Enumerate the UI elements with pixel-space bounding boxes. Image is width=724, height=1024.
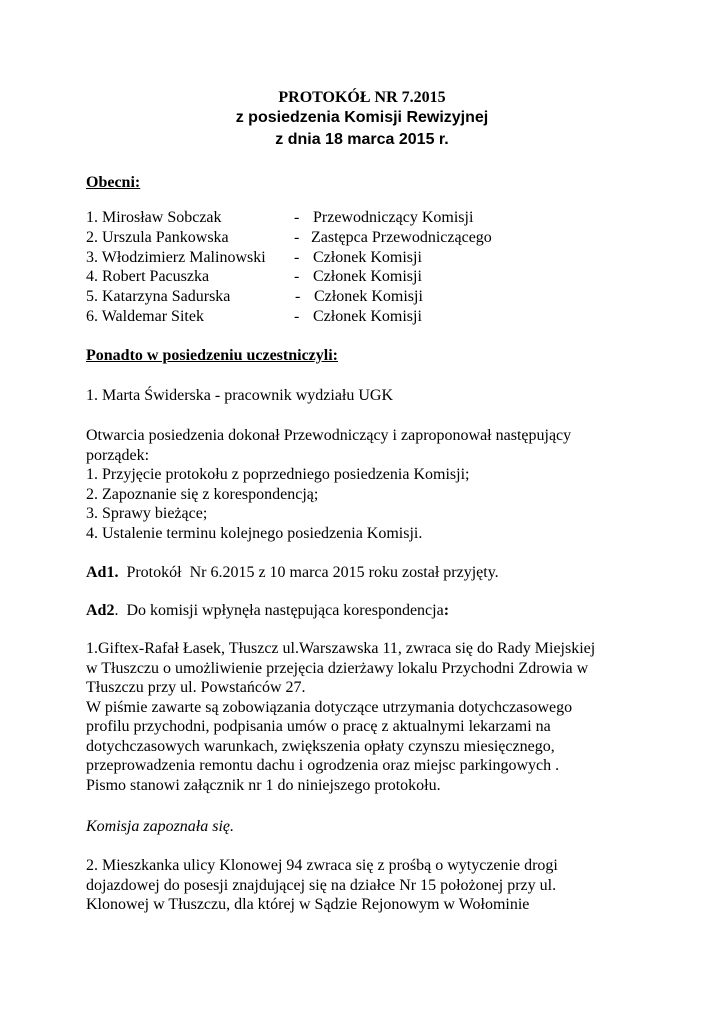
- agenda-item: 3. Sprawy bieżące;: [86, 505, 208, 522]
- text-line: Klonowej w Tłuszczu, dla której w Sądzie Rejonowym w Wołominie: [86, 896, 530, 913]
- member-name: 6. Waldemar Sitek: [86, 308, 204, 325]
- member-name: 3. Włodzimierz Malinowski: [86, 249, 266, 266]
- member-role: Członek Komisji: [313, 268, 422, 285]
- ad1-paragraph: [86, 563, 499, 583]
- agenda-intro: Otwarcia posiedzenia dokonał Przewodniczący i zaproponował następujący: [86, 427, 572, 444]
- member-dash: -: [294, 308, 300, 325]
- present-heading: Obecni:: [86, 174, 141, 191]
- member-dash: -: [294, 229, 300, 246]
- protocol-title: PROTOKÓŁ NR 7.2015: [278, 89, 446, 106]
- text-line: Pismo stanowi załącznik nr 1 do niniejszego protokołu.: [86, 776, 441, 794]
- participant-item: 1. Marta Świderska - pracownik wydziału UGK: [86, 387, 394, 404]
- member-role: Członek Komisji: [313, 249, 422, 266]
- participants-heading: Ponadto w posiedzeniu uczestniczyli:: [86, 347, 338, 364]
- text-line: Tłuszczu przy ul. Powstańców 27.: [86, 679, 306, 696]
- text-line: w Tłuszczu o umożliwienie przejęcia dzierżawy lokalu Przychodni Zdrowia w: [86, 659, 589, 677]
- agenda-block: [86, 426, 646, 543]
- member-role: Członek Komisji: [314, 288, 423, 305]
- correspondence-item-1: [86, 639, 646, 795]
- member-dash: -: [294, 209, 300, 226]
- ad2-label: Ad2: [86, 602, 115, 619]
- text-line: profilu przychodni, podpisania umów o pracę z aktualnymi lekarzami na: [86, 718, 551, 735]
- member-role: Członek Komisji: [313, 308, 422, 325]
- text-line: dojazdowej do posesji znajdującej się na działce Nr 15 położonej przy ul.: [86, 876, 557, 894]
- text-line: dotychczasowych warunkach, zwiększenia opłaty czynszu miesięcznego,: [86, 737, 555, 755]
- commission-note: Komisja zapoznała się.: [86, 818, 235, 835]
- member-name: 5. Katarzyna Sadurska: [86, 288, 231, 305]
- protocol-date: z dnia 18 marca 2015 r.: [275, 131, 449, 148]
- ad1-label: Ad1.: [86, 564, 119, 581]
- member-name: 2. Urszula Pankowska: [86, 229, 229, 246]
- agenda-item: 4. Ustalenie terminu kolejnego posiedzenia Komisji.: [86, 524, 423, 542]
- text-line: W piśmie zawarte są zobowiązania dotyczące utrzymania dotychczasowego: [86, 698, 573, 716]
- member-name: 1. Mirosław Sobczak: [86, 209, 222, 226]
- ad2-colon: :: [443, 602, 450, 619]
- text-line: 1.Giftex-Rafał Łasek, Tłuszcz ul.Warszawska 11, zwraca się do Rady Miejskiej: [86, 640, 596, 657]
- ad1-text: Protokół Nr 6.2015 z 10 marca 2015 roku został przyjęty.: [118, 564, 499, 581]
- member-dash: -: [295, 288, 301, 305]
- correspondence-item-2: [86, 856, 646, 915]
- member-dash: -: [294, 268, 300, 285]
- ad2-paragraph: [86, 601, 449, 621]
- member-name: 4. Robert Pacuszka: [86, 268, 210, 285]
- text-line: 2. Mieszkanka ulicy Klonowej 94 zwraca się z prośbą o wytyczenie drogi: [86, 857, 558, 874]
- agenda-item: 2. Zapoznanie się z korespondencją;: [86, 485, 319, 503]
- member-dash: -: [294, 249, 300, 266]
- ad2-text: . Do komisji wpłynęła następująca korespondencja: [114, 602, 444, 619]
- agenda-intro: porządek:: [86, 446, 150, 464]
- agenda-item: 1. Przyjęcie protokołu z poprzedniego posiedzenia Komisji;: [86, 466, 470, 483]
- member-role: Przewodniczący Komisji: [313, 209, 474, 226]
- member-role: Zastępca Przewodniczącego: [311, 229, 492, 246]
- text-line: przeprowadzenia remontu dachu i ogrodzenia oraz miejsc parkingowych .: [86, 757, 560, 774]
- protocol-subtitle: z posiedzenia Komisji Rewizyjnej: [235, 109, 489, 126]
